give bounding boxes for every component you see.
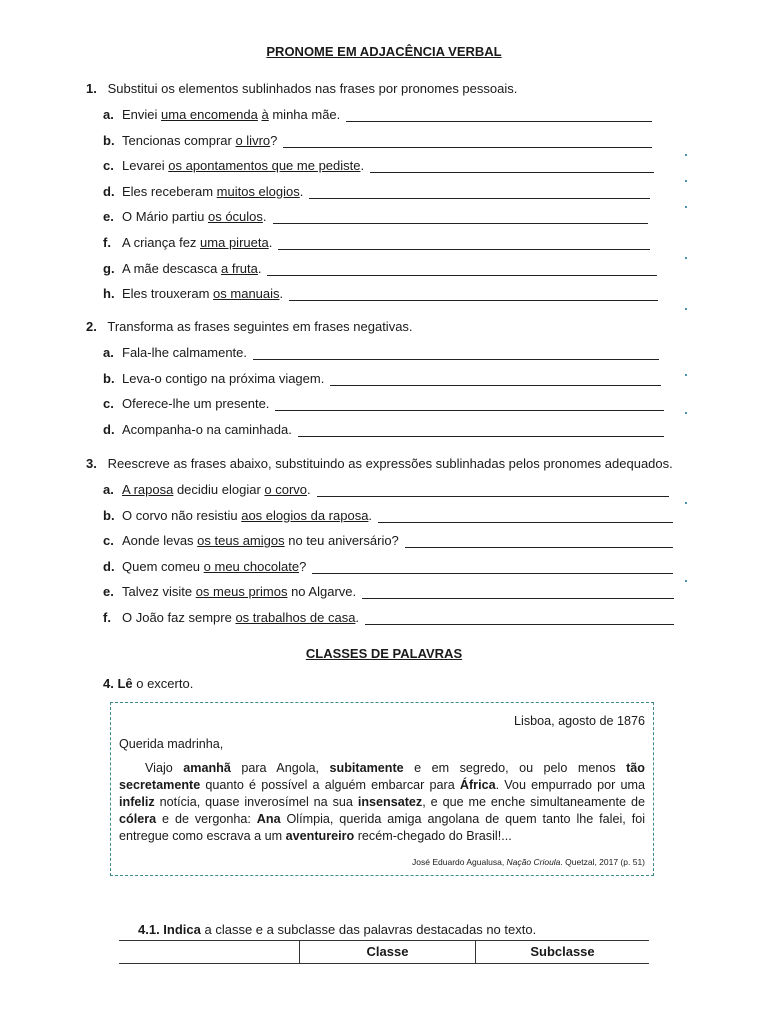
exercise-item: [103, 422, 292, 440]
exercise-item: [103, 396, 269, 414]
item-text: decidiu elogiar: [173, 482, 265, 497]
excerpt-text: Olímpia, querida amiga angolana de quem tanto lhe falei, foi entregue como escrava a um: [119, 812, 645, 843]
item-letter: b.: [103, 370, 115, 386]
question-number: 1.: [86, 81, 97, 96]
table-header-blank: [119, 941, 300, 963]
item-text: O corvo não resistiu: [122, 507, 242, 523]
scan-dot: [685, 180, 687, 182]
table-header-subclasse: Subclasse: [530, 944, 595, 959]
item-text: .: [355, 609, 360, 625]
item-letter: d.: [103, 558, 115, 574]
scan-dot: [685, 308, 687, 310]
answer-blank[interactable]: [283, 147, 652, 148]
underlined-expression: os óculos: [207, 209, 263, 225]
highlighted-word: amanhã: [183, 761, 231, 775]
highlighted-word: insensatez: [357, 795, 423, 809]
item-letter: a.: [103, 482, 114, 497]
scan-dot: [685, 154, 687, 156]
excerpt-text: e em segredo, ou pelo menos: [403, 761, 627, 775]
underlined-expression: uma encomenda: [161, 107, 258, 122]
excerpt-text: e de vergonha:: [156, 812, 257, 826]
exercise-item: [103, 371, 324, 389]
source-title: Nação Crioula: [506, 857, 561, 867]
exercise-item: [103, 508, 372, 526]
answer-blank[interactable]: [273, 223, 648, 224]
item-letter: b.: [103, 132, 115, 148]
excerpt-body: [119, 760, 645, 845]
item-text: Leva-o contigo na próxima viagem.: [122, 370, 325, 386]
underlined-expression: à: [261, 107, 269, 122]
item-letter: g.: [103, 260, 115, 276]
section-title-pronome: PRONOME EM ADJACÊNCIA VERBAL: [266, 44, 502, 59]
highlighted-word: cólera: [119, 812, 157, 826]
item-text: no teu aniversário?: [284, 533, 399, 548]
highlighted-word: tão secretamente: [119, 761, 645, 792]
answer-blank[interactable]: [346, 121, 652, 122]
exercise-item: [103, 235, 272, 253]
item-letter: e.: [103, 209, 114, 225]
item-text: no Algarve.: [287, 584, 357, 599]
item-text: O João faz sempre: [122, 609, 236, 625]
answer-blank[interactable]: [309, 198, 650, 199]
item-letter: e.: [103, 584, 114, 599]
scan-dot: [685, 206, 687, 208]
excerpt-greeting: Querida madrinha,: [119, 737, 224, 751]
item-text: .: [368, 507, 373, 523]
item-letter: c.: [103, 533, 114, 548]
item-text: Aonde levas: [122, 533, 198, 548]
item-text: Levarei: [122, 158, 169, 174]
question-4-heading: [103, 676, 193, 691]
question-instruction: Substitui os elementos sublinhados nas frases por pronomes pessoais.: [107, 81, 518, 96]
underlined-expression: o meu chocolate: [203, 558, 300, 574]
item-text: .: [257, 260, 262, 276]
item-text: A criança fez: [122, 235, 201, 250]
answer-blank[interactable]: [330, 385, 661, 386]
underlined-expression: os teus amigos: [197, 533, 285, 548]
item-text: Enviei: [122, 107, 162, 122]
item-letter: a.: [103, 345, 114, 360]
question-4-rest: o excerto.: [132, 676, 194, 691]
scan-dot: [685, 580, 687, 582]
item-letter: c.: [103, 158, 114, 174]
exercise-item: [103, 184, 303, 202]
classes-table: [119, 940, 649, 964]
item-text: minha mãe.: [268, 107, 341, 122]
underlined-expression: uma pirueta: [200, 235, 269, 250]
answer-blank[interactable]: [405, 547, 673, 548]
exercise-item: [103, 482, 311, 500]
item-letter: c.: [103, 396, 114, 411]
item-text: ?: [299, 558, 307, 574]
item-letter: b.: [103, 507, 115, 523]
section-title-classes: CLASSES DE PALAVRAS: [305, 646, 463, 661]
highlighted-word: subitamente: [329, 761, 404, 775]
answer-blank[interactable]: [298, 436, 664, 437]
question-4-1-label: 4.1. Indica: [138, 922, 201, 937]
item-letter: d.: [103, 183, 115, 199]
underlined-expression: A raposa: [122, 482, 174, 497]
item-text: .: [268, 235, 273, 250]
table-header-classe: Classe: [300, 941, 476, 963]
question-1-heading: [86, 81, 517, 96]
highlighted-word: Ana: [256, 812, 281, 826]
scan-dot: [685, 257, 687, 259]
item-letter: h.: [103, 286, 115, 302]
question-2-heading: [86, 319, 413, 334]
underlined-expression: o corvo: [264, 482, 308, 497]
item-text: Quem comeu: [122, 558, 204, 574]
item-text: Tencionas comprar: [122, 132, 236, 148]
answer-blank[interactable]: [362, 598, 674, 599]
question-number: 2.: [86, 319, 97, 334]
scan-dot: [685, 374, 687, 376]
item-text: .: [307, 482, 311, 497]
exercise-item: [103, 261, 261, 279]
item-text: Acompanha-o na caminhada.: [122, 421, 292, 437]
item-text: O Mário partiu: [122, 209, 208, 225]
question-instruction: Transforma as frases seguintes em frases negativas.: [107, 319, 413, 334]
exercise-item: [103, 345, 247, 363]
highlighted-word: aventureiro: [285, 829, 355, 843]
answer-blank[interactable]: [378, 522, 673, 523]
item-text: .: [279, 286, 284, 302]
underlined-expression: os manuais: [213, 286, 280, 302]
underlined-expression: o livro: [235, 132, 271, 148]
exercise-item: [103, 559, 306, 577]
exercise-item: [103, 209, 267, 227]
highlighted-word: África: [459, 778, 496, 792]
exercise-item: [103, 584, 356, 602]
exercise-item: [103, 133, 277, 151]
underlined-expression: aos elogios da raposa: [241, 507, 369, 523]
scan-dot: [685, 502, 687, 504]
question-4-1-rest: a classe e a subclasse das palavras destacadas no texto.: [200, 922, 537, 937]
excerpt-text: para Angola,: [230, 761, 330, 775]
item-text: .: [299, 183, 304, 199]
excerpt-box: [110, 702, 654, 876]
question-4-1-heading: [138, 922, 536, 937]
item-text: Eles trouxeram: [122, 286, 214, 302]
exercise-item: [103, 533, 399, 551]
underlined-expression: os trabalhos de casa: [235, 609, 356, 625]
answer-blank[interactable]: [275, 410, 664, 411]
item-letter: d.: [103, 421, 115, 437]
source-author: José Eduardo Agualusa,: [412, 857, 507, 867]
highlighted-word: infeliz: [119, 795, 155, 809]
source-publisher: . Quetzal, 2017 (p. 51): [560, 857, 645, 867]
item-letter: f.: [103, 609, 111, 625]
scan-dot: [685, 412, 687, 414]
exercise-item: [103, 286, 283, 304]
underlined-expression: a fruta: [221, 260, 258, 276]
item-letter: a.: [103, 107, 114, 122]
excerpt-text: . Vou empurrado por uma: [495, 778, 646, 792]
question-instruction: Reescreve as frases abaixo, substituindo as expressões sublinhadas pelos pronomes adequados.: [107, 456, 673, 471]
item-text: Oferece-lhe um presente.: [122, 396, 270, 411]
excerpt-source: [412, 854, 645, 871]
answer-blank[interactable]: [365, 624, 674, 625]
answer-blank[interactable]: [289, 300, 658, 301]
exercise-item: [103, 158, 364, 176]
excerpt-text: notícia, quase inverosímel na sua: [154, 795, 358, 809]
item-text: Eles receberam: [122, 183, 217, 199]
underlined-expression: os apontamentos que me pediste: [168, 158, 361, 174]
item-text: A mãe descasca: [122, 260, 221, 276]
answer-blank[interactable]: [312, 573, 673, 574]
question-number: 3.: [86, 456, 97, 471]
excerpt-text: Viajo: [145, 761, 184, 775]
answer-blank[interactable]: [267, 275, 657, 276]
answer-blank[interactable]: [253, 359, 659, 360]
exercise-item: [103, 107, 340, 125]
item-letter: f.: [103, 235, 111, 250]
item-text: .: [262, 209, 267, 225]
excerpt-text: quanto é possível a alguém embarcar para: [200, 778, 460, 792]
underlined-expression: os meus primos: [195, 584, 288, 599]
item-text: ?: [270, 132, 278, 148]
question-3-heading: [86, 456, 673, 471]
excerpt-text: , e que me enche simultaneamente de: [422, 795, 645, 809]
exercise-item: [103, 610, 359, 628]
item-text: .: [360, 158, 365, 174]
excerpt-date: Lisboa, agosto de 1876: [514, 714, 645, 728]
answer-blank[interactable]: [317, 496, 669, 497]
underlined-expression: muitos elogios: [216, 183, 300, 199]
item-text: Fala-lhe calmamente.: [122, 345, 247, 360]
question-4-label: 4. Lê: [103, 676, 133, 691]
answer-blank[interactable]: [278, 249, 650, 250]
excerpt-text: recém-chegado do Brasil!...: [354, 829, 512, 843]
item-text: Talvez visite: [122, 584, 196, 599]
answer-blank[interactable]: [370, 172, 654, 173]
